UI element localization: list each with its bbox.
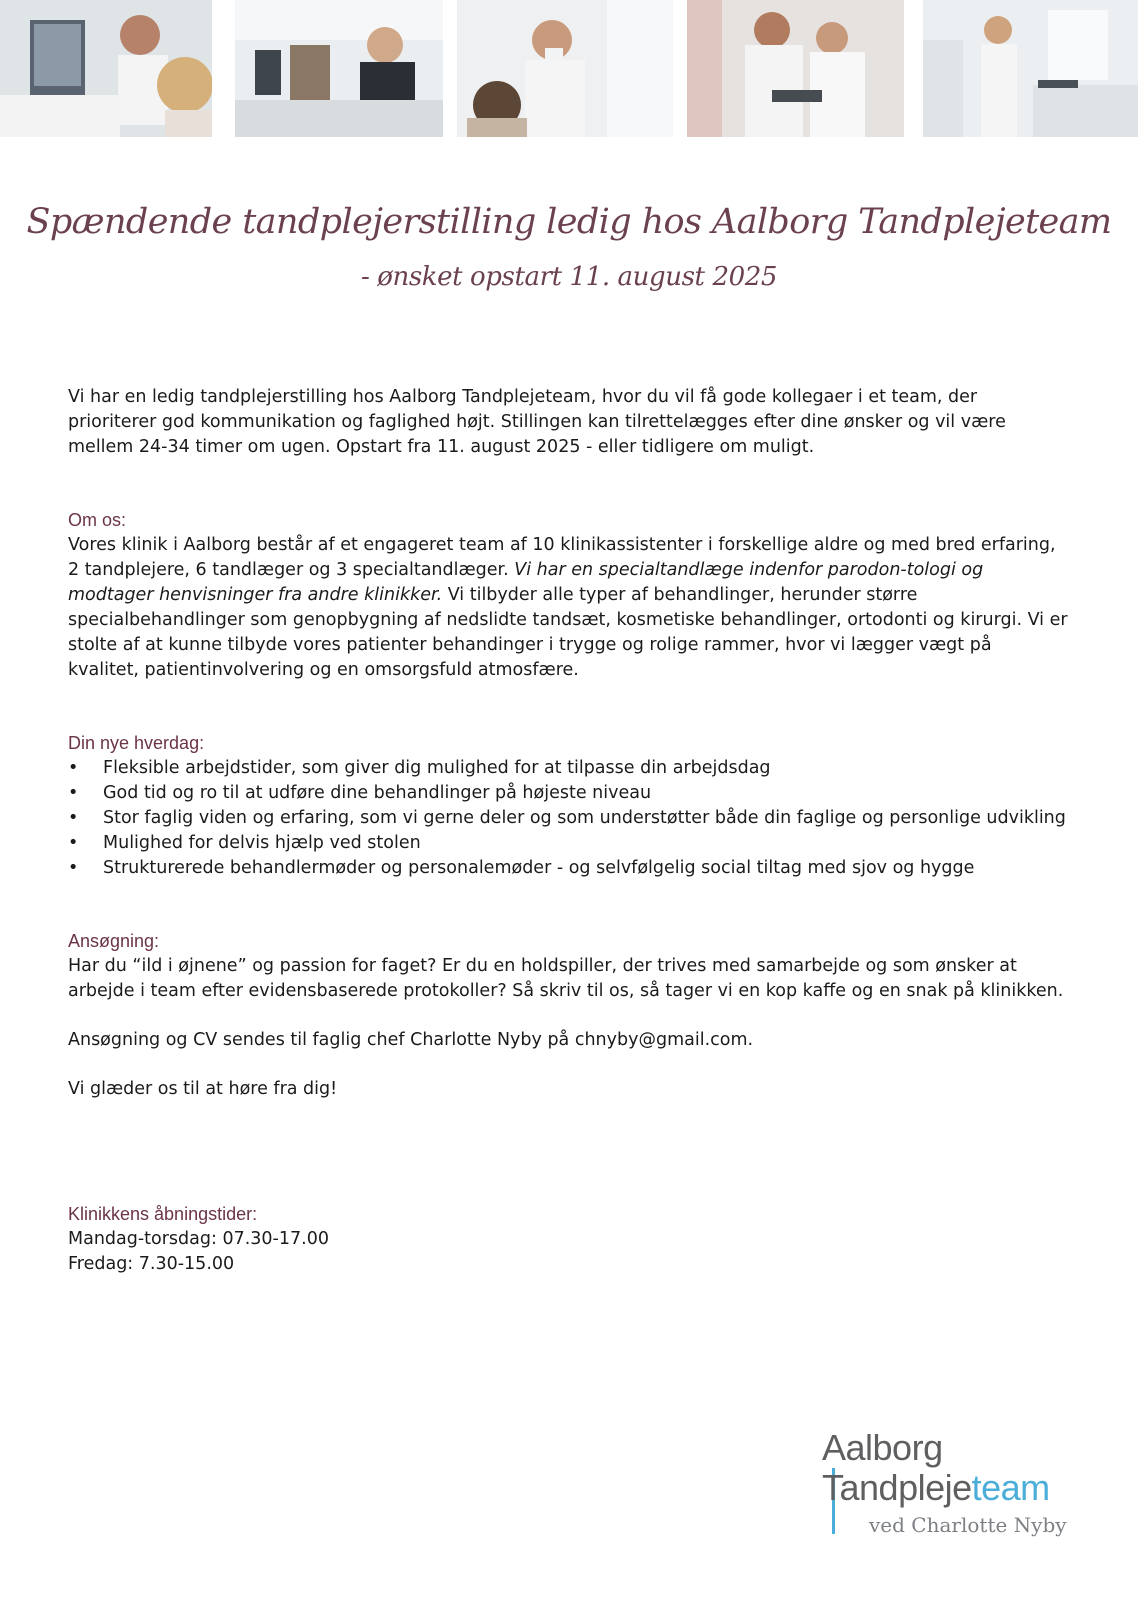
about-paragraph <box>68 533 1068 683</box>
logo-line-owner: ved Charlotte Nyby <box>869 1513 1067 1537</box>
photo-receptionist <box>235 0 443 137</box>
photo-hygienist <box>457 0 673 137</box>
logo-line-aalborg: Aalborg <box>822 1427 943 1468</box>
bullet-marker: • <box>68 808 79 828</box>
bullet-marker: • <box>68 858 79 878</box>
about-text-2: Vi tilbyder alle typer af behandlinger, herunder større specialbehandlinger som genopbygning af nedslidte tandsæt, kosmetiske behandlinger, ortodonti og kirurgi. Vi er stolte af at kunne tilbyde vores patienter behandinger i trygge og rolige rammer, hvor vi lægger vægt på kvalitet, patientinvolvering og en omsorgsfuld atmosfære. <box>68 585 1068 680</box>
application-paragraph: Har du “ild i øjnene” og passion for faget? Er du en holdspiller, der trives med samarbejde og som ønsker at arbejde i team efter evidensbaserede protokoller? Så skriv til os, så tager vi en kop kaffe og en snak på klinikken. <box>68 956 1064 1001</box>
list-item: • God tid og ro til at udføre dine behandlinger på højeste niveau <box>68 781 1068 806</box>
application-send-info: Ansøgning og CV sendes til faglig chef Charlotte Nyby på chnyby@gmail.com. <box>68 1030 754 1050</box>
hours-heading: Klinikkens åbningstider: <box>68 1204 258 1224</box>
about-text-1: Vores klinik i Aalborg består af et engageret team af 10 klinikassistenter i forskellige aldre og med bred erfaring, 2 tandplejere, 6 tandlæger og 3 specialtandlæger. <box>68 535 1056 580</box>
page-title: Spændende tandplejerstilling ledig hos Aalborg Tandplejeteam <box>26 202 1112 242</box>
application-heading: Ansøgning: <box>68 931 160 951</box>
list-item: • Fleksible arbejdstider, som giver dig mulighed for at tilpasse din arbejdsdag <box>68 756 1068 781</box>
page-subtitle: - ønsket opstart 11. august 2025 <box>360 262 778 292</box>
bullet-marker: • <box>68 833 79 853</box>
list-item: • Mulighed for delvis hjælp ved stolen <box>68 831 1068 856</box>
intro-paragraph: Vi har en ledig tandplejerstilling hos Aalborg Tandplejeteam, hvor du vil få gode kollegaer i et team, der prioriterer god kommunikation og faglighed højt. Stillingen kan tilrettelægges efter dine ønsker og vil være mellem 24-34 timer om ugen. Opstart fra 11. august 2025 - eller tidligere om muligt. <box>68 387 1006 457</box>
everyday-list <box>68 756 1068 881</box>
hours-weekdays: Mandag-torsdag: 07.30-17.00 <box>68 1229 329 1249</box>
photo-dentist-treatment <box>0 0 212 137</box>
hours-friday: Fredag: 7.30-15.00 <box>68 1254 235 1274</box>
posting-content <box>68 385 1068 1277</box>
about-text-italic: Vi har en specialtandlæge indenfor parodon-tologi og modtager henvisninger fra andre klinikker. <box>68 560 984 605</box>
bullet-marker: • <box>68 758 79 778</box>
list-item: • Stor faglig viden og erfaring, som vi gerne deler og som understøtter både din faglige og personlige udvikling <box>68 806 1068 831</box>
about-heading: Om os: <box>68 510 127 530</box>
photo-clinic-room <box>923 0 1138 137</box>
bullet-marker: • <box>68 783 79 803</box>
closing-line: Vi glæder os til at høre fra dig! <box>68 1079 338 1099</box>
everyday-heading: Din nye hverdag: <box>68 733 205 753</box>
photo-two-dentists <box>687 0 904 137</box>
logo-line-tandplejeteam: Tandplejeteam <box>822 1467 1050 1508</box>
list-item: • Strukturerede behandlermøder og personalemøder - og selvfølgelig social tiltag med sjov og hygge <box>68 856 1068 881</box>
clinic-logo <box>822 1428 1072 1548</box>
